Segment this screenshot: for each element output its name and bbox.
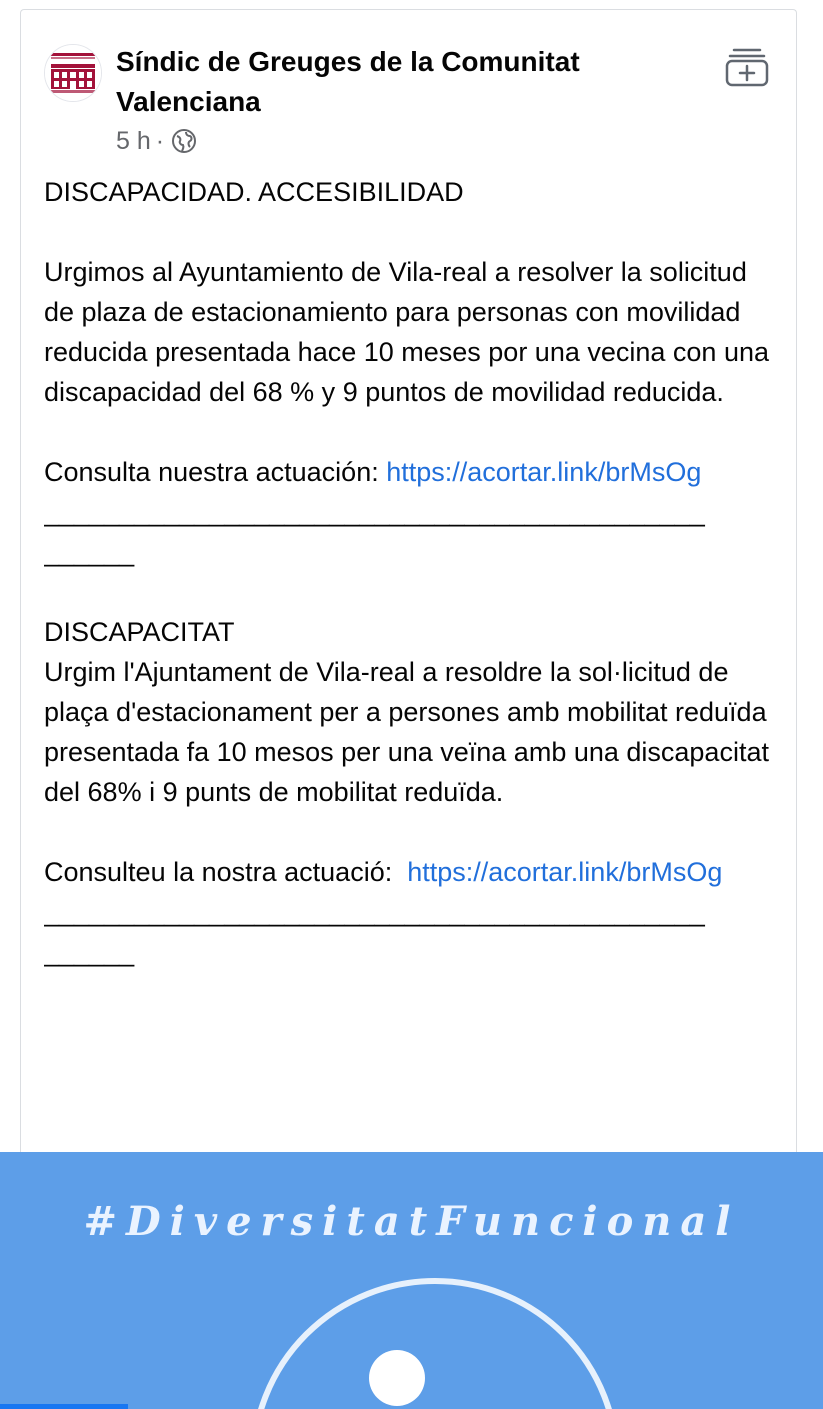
separator-line-4: ______ [44, 937, 135, 967]
globe-icon [171, 128, 197, 154]
meta-separator: · [155, 127, 165, 155]
info-circle-icon [250, 1278, 620, 1409]
sindic-logo [45, 45, 101, 101]
page-avatar[interactable] [44, 44, 102, 102]
post-image[interactable] [0, 1152, 823, 1409]
link-spanish[interactable]: https://acortar.link/brMsOg [386, 457, 702, 487]
post-body [44, 172, 784, 972]
heading-spanish: DISCAPACIDAD. ACCESIBILIDAD [44, 177, 464, 207]
separator-line-3: ____________________________________________ [44, 897, 705, 927]
consult-valencian [44, 852, 784, 892]
info-dot [369, 1350, 425, 1406]
link-valencian[interactable]: https://acortar.link/brMsOg [407, 857, 723, 887]
add-to-collection-icon [724, 44, 770, 88]
consult-valencian-label: Consulteu la nostra actuació: [44, 857, 408, 887]
add-to-collection-button[interactable] [724, 44, 770, 88]
image-hashtag: #DiversitatFuncional [83, 1198, 740, 1245]
separator-line-2: ______ [44, 537, 135, 567]
separator-line-1: ____________________________________________ [44, 497, 705, 527]
heading-valencian: DISCAPACITAT [44, 617, 235, 647]
consult-spanish [44, 452, 784, 492]
post-time[interactable]: 5 h [116, 127, 151, 155]
post-meta [116, 124, 197, 158]
consult-spanish-label: Consulta nuestra actuación: [44, 457, 387, 487]
page-name[interactable]: Síndic de Greuges de la Comunitat Valenciana [116, 46, 580, 117]
paragraph-valencian: Urgim l'Ajuntament de Vila-real a resoldre la sol·licitud de plaça d'estacionament per a persones amb mobilitat reduïda presentada fa 10 mesos per una veïna amb una discapacitat del 68% i 9 punts de mobilitat reduïda. [44, 657, 777, 807]
accent-bar [0, 1404, 128, 1409]
paragraph-spanish: Urgimos al Ayuntamiento de Vila-real a resolver la solicitud de plaza de estacionamiento para personas con movilidad reducida presentada hace 10 meses por una vecina con una discapacidad del 68 % y 9 puntos de movilidad reducida. [44, 257, 777, 407]
